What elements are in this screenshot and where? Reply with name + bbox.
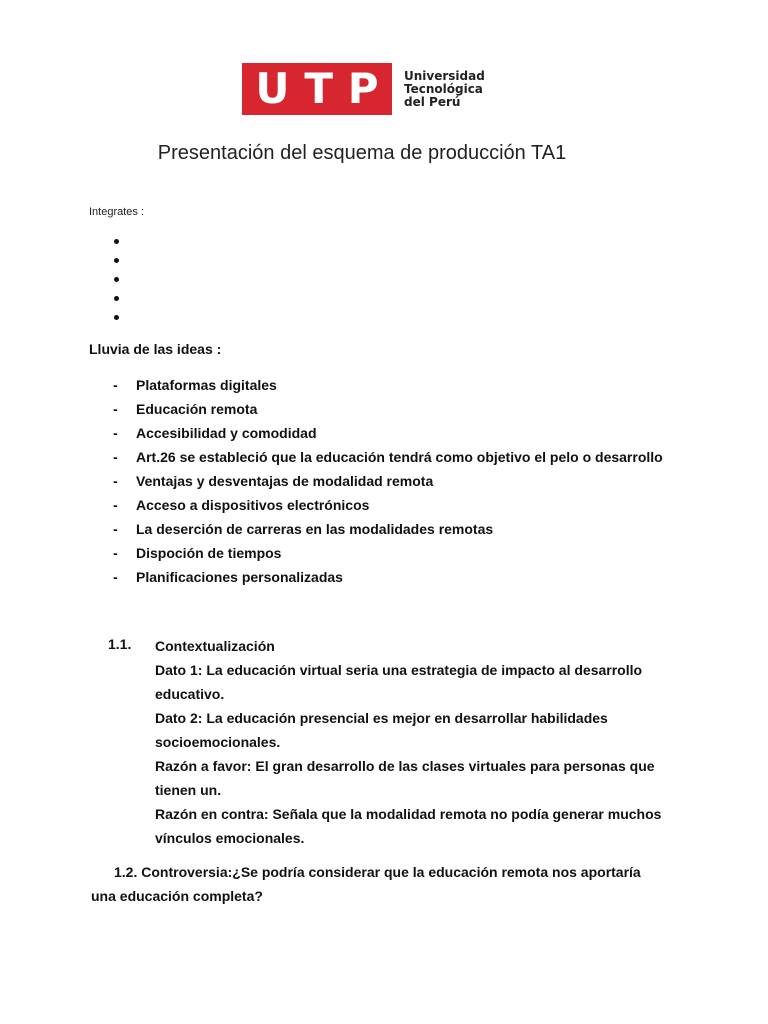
context-line: Dato 2: La educación presencial es mejor en desarrollar habilidades socioemocionales. (155, 710, 608, 750)
list-item: - Educación remota (113, 397, 673, 421)
logo-name-line: Universidad (404, 68, 485, 83)
list-item: - Accesibilidad y comodidad (113, 421, 673, 445)
logo-name-line: Tecnológica (404, 81, 483, 96)
list-item: - Acceso a dispositivos electrónicos (113, 493, 673, 517)
brainstorm-list (113, 373, 673, 589)
logo-letter-p: P (347, 64, 379, 113)
controversy-paragraph: 1.2. Controversia:¿Se podría considerar que la educación remota nos aportaría una educación completa? (91, 864, 641, 904)
list-item: - Planificaciones personalizadas (113, 565, 673, 589)
list-item: - Plataformas digitales (113, 373, 673, 397)
context-line: Dato 1: La educación virtual seria una estrategia de impacto al desarrollo educativo. (155, 662, 643, 702)
list-item: - Dispoción de tiempos (113, 541, 673, 565)
context-line: Razón en contra: Señala que la modalidad remota no podía generar muchos vínculos emocionales. (155, 806, 662, 846)
utp-logo (242, 63, 485, 115)
logo-letter-t: T (304, 64, 333, 113)
context-section (155, 634, 675, 850)
integrates-label: Integrates : (89, 206, 145, 218)
context-section-number: 1.1. (108, 636, 132, 652)
brainstorm-heading: Lluvia de las ideas : (89, 341, 222, 357)
logo-letter-u: U (255, 64, 290, 113)
context-heading: Contextualización (155, 638, 275, 654)
logo-name-line: del Perú (404, 94, 461, 109)
logo-university-name (404, 70, 485, 109)
list-item: - La deserción de carreras en las modalidades remotas (113, 517, 673, 541)
context-line: Razón a favor: El gran desarrollo de las clases virtuales para personas que tienen un. (155, 758, 655, 798)
utp-logo-mark (242, 63, 392, 115)
document-title: Presentación del esquema de producción TA1 (157, 142, 567, 164)
list-item: - Art.26 se estableció que la educación tendrá como objetivo el pelo o desarrollo (113, 445, 673, 469)
list-item: - Ventajas y desventajas de modalidad remota (113, 469, 673, 493)
